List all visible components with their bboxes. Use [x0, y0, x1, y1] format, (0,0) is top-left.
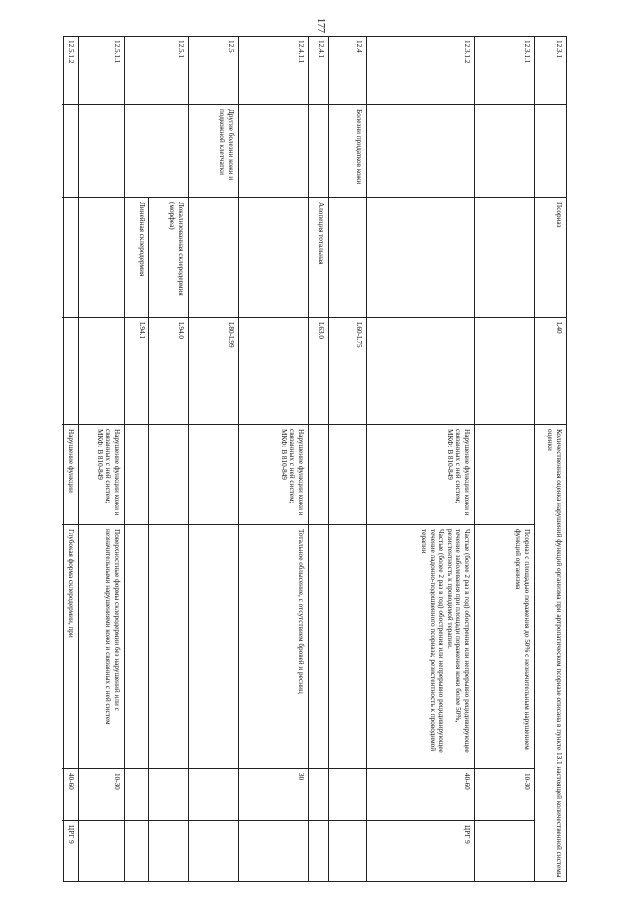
- cell-group: [62, 104, 78, 197]
- cell-mkb: L60-L75: [328, 317, 366, 424]
- cell-code: 12.3.1.1: [523, 40, 531, 64]
- cell-percent: 40-60: [366, 768, 474, 820]
- cell-note: [328, 820, 366, 882]
- cell-subgroup: [328, 197, 366, 317]
- cell-subgroup: Псориаз: [534, 197, 566, 317]
- cell-note: [238, 820, 308, 882]
- cell-group: [474, 104, 534, 197]
- cell-mkb: L94.0: [148, 317, 188, 424]
- cell-code: 12.5: [227, 40, 235, 53]
- cell-note: [188, 820, 238, 882]
- cell-description: [148, 524, 188, 768]
- table-row: [238, 36, 309, 882]
- cell-function: [188, 424, 238, 524]
- cell-mkb: [78, 317, 124, 424]
- table-row: [474, 36, 535, 882]
- cell-percent: [308, 768, 328, 820]
- cell-wide-note: Количественная оценка нарушений функций организма при артропатическом псориазе описана в пункте 13.1 настоящей количественной системы оценки: [534, 424, 566, 882]
- table-row: [125, 36, 149, 882]
- cell-description: Глубокая форма склеродермии, при: [62, 524, 78, 768]
- cell-function: Нарушение функции кожи и связанных с ней систем; МКФ: В 810-849: [366, 424, 474, 524]
- cell-code: 12.5.1.1: [113, 40, 121, 64]
- cell-subgroup: Линейная склеродермия: [125, 197, 149, 317]
- cell-note: ЦРГ 9: [62, 820, 78, 882]
- cell-function: [125, 424, 149, 524]
- cell-percent: 40-60: [62, 768, 78, 820]
- cell-group: Болезни придатков кожи: [328, 104, 366, 197]
- cell-code: 12.4.1: [317, 40, 325, 58]
- cell-description: Псориаз с площадью поражения до 50% с незначительным нарушением функций организма: [474, 524, 534, 768]
- cell-note: ЦРГ 9: [366, 820, 474, 882]
- cell-mkb: L63.0: [308, 317, 328, 424]
- cell-group: [238, 104, 308, 197]
- cell-function: Нарушение функции кожи и связанных с ней систем; МКФ: В 810-849: [78, 424, 124, 524]
- cell-percent: 10-30: [474, 768, 534, 820]
- table-row: [534, 36, 567, 882]
- cell-description: [308, 524, 328, 768]
- cell-subgroup: [78, 197, 124, 317]
- cell-description: [328, 524, 366, 768]
- cell-note: [125, 820, 149, 882]
- cell-function: [308, 424, 328, 524]
- cell-code: 12.4: [355, 40, 363, 53]
- cell-mkb: [366, 317, 474, 424]
- cell-code: 12.5.1.2: [67, 40, 75, 64]
- cell-group: Другие болезни кожи и подкожной клетчатки: [188, 104, 238, 197]
- cell-code: [125, 36, 149, 104]
- cell-function: Нарушение функции: [62, 424, 78, 524]
- cell-note: [148, 820, 188, 882]
- table-row: [62, 36, 79, 882]
- table-row: [308, 36, 329, 882]
- cell-mkb: [62, 317, 78, 424]
- cell-function: [328, 424, 366, 524]
- cell-mkb: L94.1: [125, 317, 149, 424]
- cell-subgroup: [188, 197, 238, 317]
- rotated-table: [63, 36, 567, 882]
- cell-note: [474, 820, 534, 882]
- cell-mkb: L40: [534, 317, 566, 424]
- cell-group: [148, 104, 188, 197]
- cell-code: 12.5.1: [177, 40, 185, 58]
- table-row: [78, 36, 125, 882]
- cell-mkb: [474, 317, 534, 424]
- cell-description: Частые (более 2 раз в год) обострения или непрерывно рецидивирующее течение заболевания при площади поражения кожи более 50%, резистентность к проводимой терапии. Частые (более 2 раз в год) обострения или непрерывно рецидивирующее течение ладонно-подошвенного псориаза; резистентность к проводимой терапии: [366, 524, 474, 768]
- cell-description: Тотальное облысение, с отсутствием бровей и ресниц: [238, 524, 308, 768]
- cell-code: 12.4.1.1: [297, 40, 305, 64]
- cell-note: [308, 820, 328, 882]
- table-row: [366, 36, 475, 882]
- cell-mkb: L80-L99: [188, 317, 238, 424]
- cell-group: [78, 104, 124, 197]
- cell-description: [188, 524, 238, 768]
- cell-description: Поверхностные формы склеродермии без нарушений или с незначительными нарушениями кожи и связанных с ней систем: [78, 524, 124, 768]
- cell-subgroup: [366, 197, 474, 317]
- cell-percent: 30: [238, 768, 308, 820]
- cell-percent: [148, 768, 188, 820]
- table-row: [328, 36, 367, 882]
- cell-code: 12.3.1: [555, 40, 563, 58]
- cell-percent: [328, 768, 366, 820]
- table-row: [148, 36, 189, 882]
- table-row: [188, 36, 239, 882]
- cell-function: [148, 424, 188, 524]
- cell-description: [125, 524, 149, 768]
- cell-subgroup: [62, 197, 78, 317]
- cell-subgroup: Локализованная склеродермия (морфеа): [148, 197, 188, 317]
- cell-group: [366, 104, 474, 197]
- cell-function: [474, 424, 534, 524]
- cell-percent: [188, 768, 238, 820]
- cell-function: Нарушение функции кожи и связанных с ней систем; МКФ: В 810-849: [238, 424, 308, 524]
- cell-percent: 10-30: [78, 768, 124, 820]
- cell-subgroup: Алопеция тотальная: [308, 197, 328, 317]
- page-number: 177: [314, 18, 326, 33]
- cell-group: [125, 104, 149, 197]
- cell-percent: [125, 768, 149, 820]
- cell-code: 12.3.1.2: [463, 40, 471, 64]
- cell-mkb: [238, 317, 308, 424]
- cell-note: [78, 820, 124, 882]
- cell-subgroup: [474, 197, 534, 317]
- cell-group: [308, 104, 328, 197]
- cell-group: [534, 104, 566, 197]
- cell-subgroup: [238, 197, 308, 317]
